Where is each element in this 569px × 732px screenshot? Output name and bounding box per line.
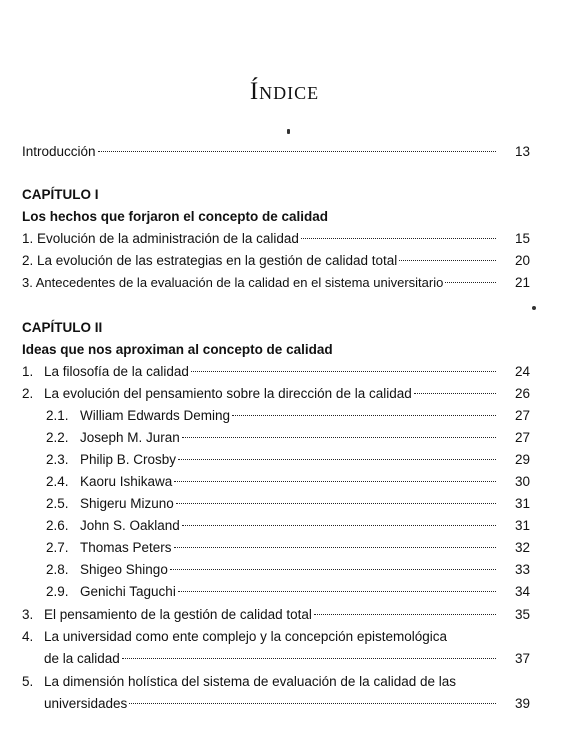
toc-entry-label: 1. Evolución de la administración de la calidad bbox=[22, 231, 299, 246]
dot-leader bbox=[445, 282, 496, 283]
toc-page-number: 34 bbox=[514, 584, 530, 599]
toc-page-number: 39 bbox=[514, 696, 530, 711]
toc-entry bbox=[0, 693, 569, 715]
toc-page-number: 27 bbox=[514, 430, 530, 445]
toc-entry-label-line1: La dimensión holística del sistema de evaluación de la calidad de las bbox=[44, 674, 457, 689]
dot-leader bbox=[174, 547, 496, 548]
toc-entry bbox=[0, 361, 569, 383]
toc-entry-label: Shigeo Shingo bbox=[80, 562, 168, 577]
dot-leader bbox=[182, 437, 496, 438]
toc-subentry bbox=[0, 515, 569, 537]
toc-page-number: 30 bbox=[514, 474, 530, 489]
toc-page-number: 37 bbox=[514, 651, 530, 666]
toc-entry-number: 2. bbox=[22, 386, 34, 401]
toc-page-number: 15 bbox=[514, 231, 530, 246]
toc-page-number: 33 bbox=[514, 562, 530, 577]
toc-entry-number: 2.5. bbox=[46, 496, 69, 511]
dot-leader bbox=[170, 569, 496, 570]
toc-entry-number: 2.8. bbox=[46, 562, 69, 577]
toc-page-number: 35 bbox=[514, 607, 530, 622]
toc-entry-number: 2.2. bbox=[46, 430, 69, 445]
chapter-heading: CAPÍTULO II bbox=[22, 320, 103, 335]
toc-entry bbox=[0, 648, 569, 670]
toc-subentry bbox=[0, 471, 569, 493]
toc-page-number: 13 bbox=[514, 144, 530, 159]
dot-leader bbox=[122, 658, 496, 659]
dot-leader bbox=[174, 481, 496, 482]
toc-entry-number: 1. bbox=[22, 364, 34, 379]
toc-entry-label-line1: La universidad como ente complejo y la concepción epistemológica bbox=[44, 629, 447, 644]
toc-page-number: 21 bbox=[514, 275, 530, 290]
toc-page-number: 31 bbox=[514, 496, 530, 511]
toc-page-number: 26 bbox=[514, 386, 530, 401]
toc-entry-label: Philip B. Crosby bbox=[80, 452, 177, 467]
dot-leader bbox=[178, 459, 496, 460]
toc-entry bbox=[0, 272, 569, 294]
toc-entry bbox=[0, 228, 569, 250]
toc-entry-label: Genichi Taguchi bbox=[80, 584, 176, 599]
toc-subentry bbox=[0, 559, 569, 581]
toc-entry-number: 2.4. bbox=[46, 474, 69, 489]
toc-entry-label-line2: de la calidad bbox=[44, 651, 120, 666]
print-speck bbox=[287, 129, 290, 134]
print-speck bbox=[532, 306, 536, 310]
toc-page-number: 24 bbox=[514, 364, 530, 379]
toc-entry-label: Thomas Peters bbox=[80, 540, 172, 555]
toc-entry-number: 2.7. bbox=[46, 540, 69, 555]
toc-subentry bbox=[0, 449, 569, 471]
toc-entry-label: Kaoru Ishikawa bbox=[80, 474, 173, 489]
toc-subentry bbox=[0, 537, 569, 559]
chapter-heading: CAPÍTULO I bbox=[22, 187, 99, 202]
toc-entry-number: 5. bbox=[22, 674, 34, 689]
dot-leader bbox=[232, 415, 496, 416]
toc-page-number: 20 bbox=[514, 253, 530, 268]
toc-entry-label: El pensamiento de la gestión de calidad total bbox=[44, 607, 312, 622]
dot-leader bbox=[182, 525, 496, 526]
toc-entry-label: 2. La evolución de las estrategias en la gestión de calidad total bbox=[22, 253, 398, 268]
toc-entry-number: 2.1. bbox=[46, 408, 69, 423]
page-title: Índice bbox=[249, 78, 320, 105]
toc-page-number: 27 bbox=[514, 408, 530, 423]
toc-entry-number: 2.9. bbox=[46, 584, 69, 599]
dot-leader bbox=[98, 151, 496, 152]
toc-entry-intro bbox=[0, 141, 569, 163]
chapter-subtitle: Los hechos que forjaron el concepto de calidad bbox=[22, 209, 329, 224]
toc-entry-number: 3. bbox=[22, 607, 34, 622]
toc-entry-label: Joseph M. Juran bbox=[80, 430, 180, 445]
toc-entry-label-line2: universidades bbox=[44, 696, 128, 711]
toc-entry-label: Introducción bbox=[22, 144, 96, 159]
dot-leader bbox=[129, 703, 496, 704]
toc-entry bbox=[0, 250, 569, 272]
toc-page-number: 29 bbox=[514, 452, 530, 467]
toc-subentry bbox=[0, 427, 569, 449]
chapter-subtitle: Ideas que nos aproximan al concepto de calidad bbox=[22, 342, 333, 357]
toc-entry-label: 3. Antecedentes de la evaluación de la calidad en el sistema universitario bbox=[22, 275, 444, 290]
toc-subentry bbox=[0, 581, 569, 603]
dot-leader bbox=[414, 393, 496, 394]
toc-entry-label: Shigeru Mizuno bbox=[80, 496, 174, 511]
dot-leader bbox=[399, 260, 496, 261]
toc-entry-label: William Edwards Deming bbox=[80, 408, 231, 423]
toc-entry bbox=[0, 383, 569, 405]
toc-entry-number: 2.6. bbox=[46, 518, 69, 533]
toc-entry-label: La evolución del pensamiento sobre la dirección de la calidad bbox=[44, 386, 412, 401]
dot-leader bbox=[314, 614, 496, 615]
dot-leader bbox=[176, 503, 496, 504]
toc-subentry bbox=[0, 493, 569, 515]
toc-page-number: 32 bbox=[514, 540, 530, 555]
toc-entry-number: 2.3. bbox=[46, 452, 69, 467]
toc-entry-label: John S. Oakland bbox=[80, 518, 180, 533]
dot-leader bbox=[191, 371, 496, 372]
dot-leader bbox=[178, 591, 496, 592]
toc-page-number: 31 bbox=[514, 518, 530, 533]
toc-entry bbox=[0, 604, 569, 626]
dot-leader bbox=[301, 238, 496, 239]
toc-subentry bbox=[0, 405, 569, 427]
toc-entry-label: La filosofía de la calidad bbox=[44, 364, 189, 379]
toc-entry-number: 4. bbox=[22, 629, 34, 644]
